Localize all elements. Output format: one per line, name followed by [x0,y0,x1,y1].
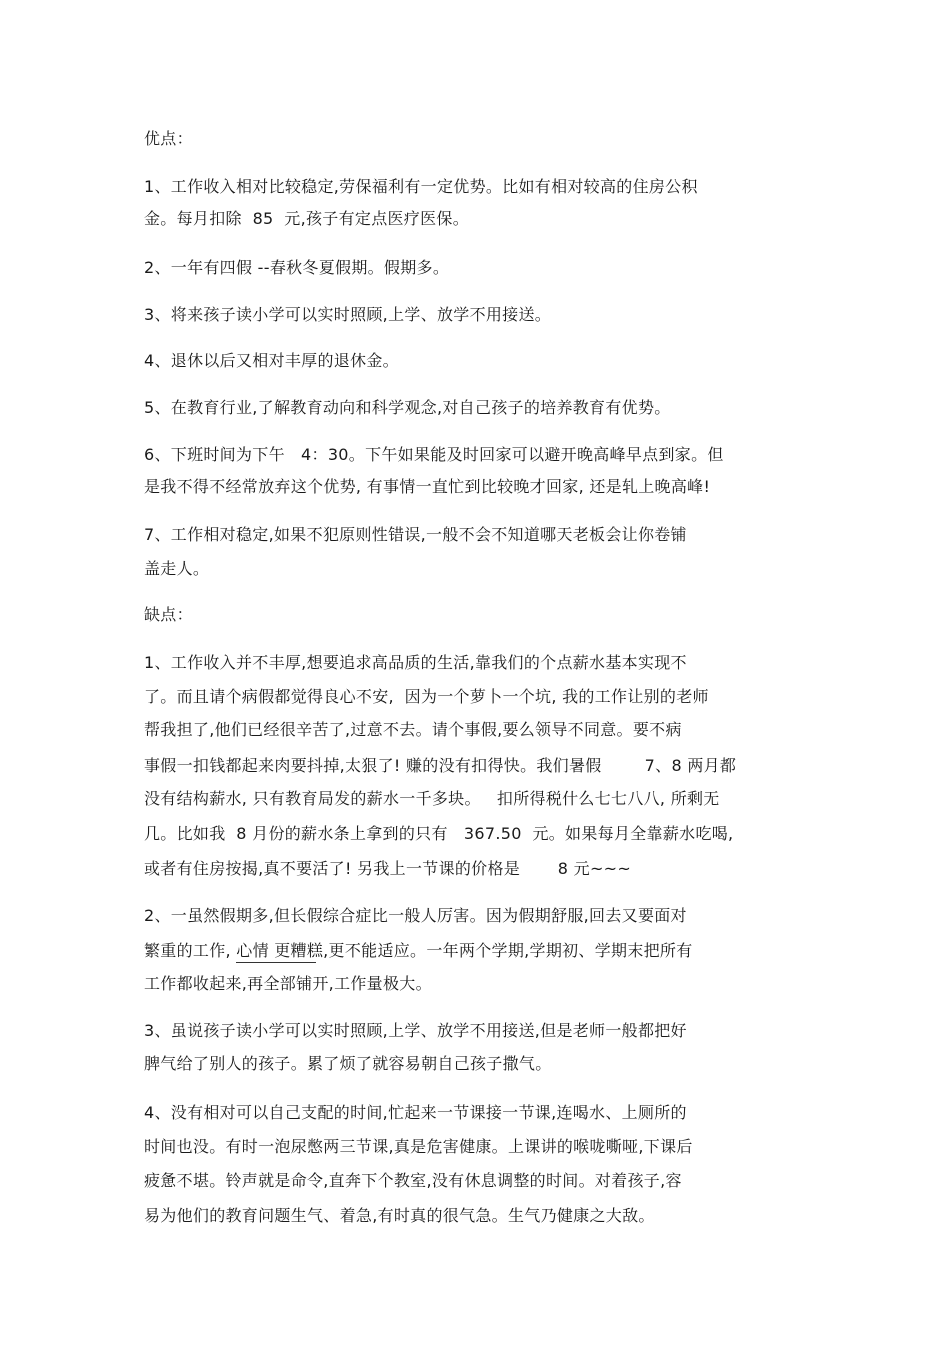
pros-item-3-line-1: 3、将来孩子读小学可以实时照顾,上学、放学不用接送。 [144,305,552,324]
cons-item-1-line-3: 帮我担了,他们已经很辛苦了,过意不去。请个事假,要么领导不同意。要不病 [144,720,682,739]
pros-item-2-line-1: 2、一年有四假 --春秋冬夏假期。假期多。 [144,258,450,277]
cons-item-1-line-7: 或者有住房按揭,真不要活了! 另我上一节课的价格是 8 元~~~ [144,859,632,878]
cons-item-4-line-2: 时间也没。有时一泡尿憋两三节课,真是危害健康。上课讲的喉咙嘶哑,下课后 [144,1137,693,1156]
pros-item-6-line-1: 6、下班时间为下午 4：30。下午如果能及时回家可以避开晚高峰早点到家。但 [144,445,724,464]
cons-item-1-line-4: 事假一扣钱都起来肉要抖掉,太狠了! 赚的没有扣得快。我们暑假 7、8 两月都 [144,756,737,775]
cons-item-2-line-3: 工作都收起来,再全部铺开,工作量极大。 [144,974,432,993]
pros-item-5-line-1: 5、在教育行业,了解教育动向和科学观念,对自己孩子的培养教育有优势。 [144,398,671,417]
cons-item-4-line-3: 疲惫不堪。铃声就是命令,直奔下个教室,没有休息调整的时间。对着孩子,容 [144,1171,682,1190]
cons-item-4-line-4: 易为他们的教育问题生气、着急,有时真的很气急。生气乃健康之大敌。 [144,1206,655,1225]
cons-item-3-line-1: 3、虽说孩子读小学可以实时照顾,上学、放学不用接送,但是老师一般都把好 [144,1021,687,1040]
cons-item-2-line-1: 2、一虽然假期多,但长假综合症比一般人厉害。因为假期舒服,回去又要面对 [144,906,687,925]
cons-item-3-line-2: 脾气给了别人的孩子。累了烦了就容易朝自己孩子撒气。 [144,1054,552,1073]
cons-item-2-line-2: 繁重的工作, 心情 更糟糕,更不能适应。一年两个学期,学期初、学期末把所有 [144,941,693,960]
cons-item-1-line-5: 没有结构薪水, 只有教育局发的薪水一千多块。 扣所得税什么七七八八, 所剩无 [144,789,720,808]
pros-item-1-line-2: 金。每月扣除 85 元,孩子有定点医疗医保。 [144,209,469,228]
cons-item-1-line-6: 几。比如我 8 月份的薪水条上拿到的只有 367.50 元。如果每月全靠薪水吃喝, [144,824,734,843]
pros-item-4-line-1: 4、退休以后又相对丰厚的退休金。 [144,351,399,370]
cons-item-1-line-1: 1、工作收入并不丰厚,想要追求高品质的生活,靠我们的个点薪水基本实现不 [144,653,687,672]
pros-item-6-line-2: 是我不得不经常放弃这个优势, 有事情一直忙到比较晚才回家, 还是轧上晚高峰! [144,477,711,496]
cons-heading: 缺点： [144,605,193,624]
cons-item-1-line-2: 了。而且请个病假都觉得良心不安, 因为一个萝卜一个坑, 我的工作让别的老师 [144,687,709,706]
pros-item-7-line-2: 盖走人。 [144,559,210,578]
cons-item-4-line-1: 4、没有相对可以自己支配的时间,忙起来一节课接一节课,连喝水、上厕所的 [144,1103,687,1122]
pros-item-7-line-1: 7、工作相对稳定,如果不犯原则性错误,一般不会不知道哪天老板会让你卷铺 [144,525,687,544]
pros-item-1-line-1: 1、工作收入相对比较稳定,劳保福利有一定优势。比如有相对较高的住房公积 [144,177,698,196]
handwritten-underline [236,962,316,963]
pros-heading: 优点： [144,129,193,148]
